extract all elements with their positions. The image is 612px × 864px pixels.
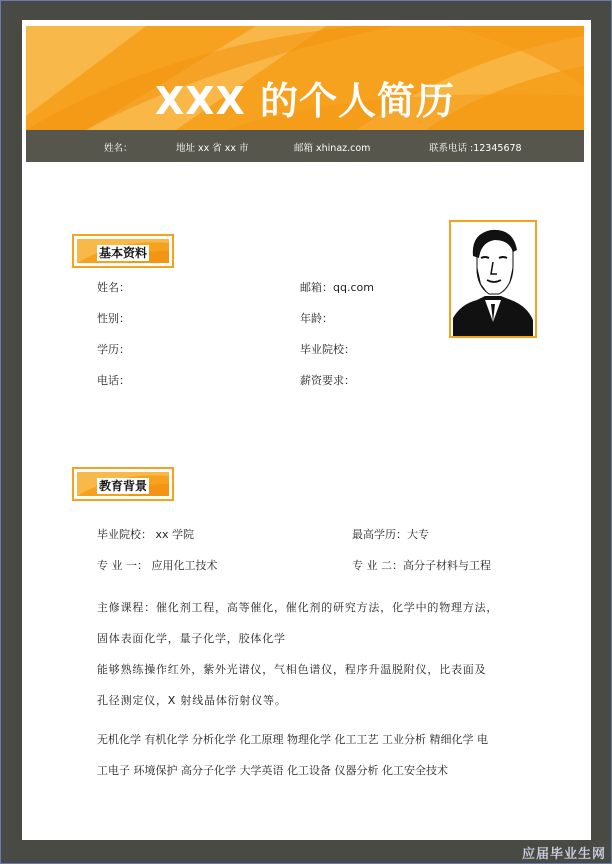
edu-courses-line1: 主修课程：催化剂工程，高等催化，催化剂的研究方法，化学中的物理方法，	[97, 601, 499, 614]
watermark-logo: 应届毕业生网	[521, 847, 606, 862]
basic-phone: 电话：	[97, 374, 130, 387]
bar-name: 姓名：	[104, 143, 133, 154]
basic-age: 年龄：	[300, 312, 333, 325]
bar-address: 地址 xx 省 xx 市	[176, 143, 249, 154]
edu-subjects-line2: 工电子 环境保护 高分子化学 大学英语 化工设备 仪器分析 化工安全技术	[97, 764, 448, 777]
portrait-photo	[449, 220, 537, 338]
edu-courses-line2: 固体表面化学，量子化学，胶体化学	[97, 632, 286, 645]
section-education-title: 教育背景	[99, 479, 148, 493]
basic-school: 毕业院校：	[300, 343, 355, 356]
edu-skills-line2: 孔径测定仪，X 射线晶体衍射仪等。	[97, 694, 287, 707]
section-basic-heading	[72, 234, 174, 268]
edu-subjects-line1: 无机化学 有机化学 分析化学 化工原理 物理化学 化工工艺 工业分析 精细化学 电	[97, 733, 488, 746]
edu-degree: 最高学历：大专	[352, 528, 429, 541]
basic-email: 邮箱：qq.com	[300, 281, 374, 294]
edu-major-one: 专 业 一： 应用化工技术	[97, 559, 218, 572]
edu-major-two: 专 业 二：高分子材料与工程	[352, 559, 491, 572]
section-basic-title: 基本资料	[99, 246, 148, 260]
edu-school: 毕业院校： xx 学院	[97, 528, 195, 541]
bar-email: 邮箱 xhinaz.com	[294, 143, 371, 154]
basic-salary: 薪资要求：	[300, 374, 355, 387]
portrait-icon	[451, 222, 535, 336]
bar-phone: 联系电话 :12345678	[429, 143, 522, 154]
basic-education: 学历：	[97, 343, 130, 356]
basic-name: 姓名：	[97, 281, 130, 294]
resume-title: XXX 的个人简历	[154, 79, 456, 123]
header-banner	[26, 26, 584, 130]
contact-bar	[26, 130, 584, 162]
edu-skills-line1: 能够熟练操作红外，紫外光谱仪，气相色谱仪，程序升温脱附仪，比表面及	[97, 663, 487, 676]
resume-page	[22, 20, 591, 840]
section-education-heading	[72, 467, 174, 501]
basic-gender: 性别：	[97, 312, 130, 325]
